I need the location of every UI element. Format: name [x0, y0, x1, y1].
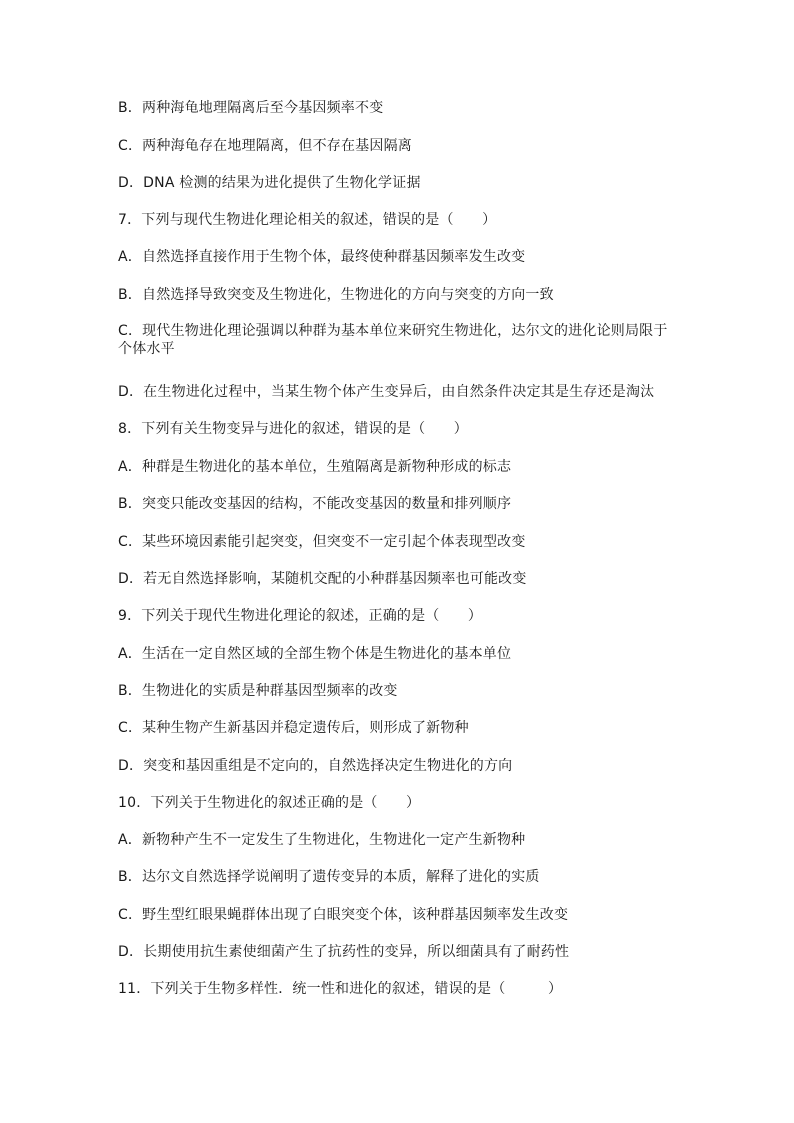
option-a-q10: A．新物种产生不一定发生了生物进化，生物进化一定产生新物种	[118, 832, 526, 848]
option-d-q8: D．若无自然选择影响，某随机交配的小种群基因频率也可能改变	[118, 571, 527, 587]
option-a-q7: A．自然选择直接作用于生物个体，最终使种群基因频率发生改变	[118, 249, 526, 265]
question-8: 8．下列有关生物变异与进化的叙述，错误的是（ ）	[118, 421, 468, 437]
option-d-q7: D．在生物进化过程中，当某生物个体产生变异后，由自然条件决定其是生存还是淘汰	[118, 384, 655, 400]
question-7: 7．下列与现代生物进化理论相关的叙述，错误的是（ ）	[118, 212, 497, 228]
option-b-q8: B．突变只能改变基因的结构，不能改变基因的数量和排列顺序	[118, 496, 512, 512]
question-11: 11．下列关于生物多样性．统一性和进化的叙述，错误的是（ ）	[118, 981, 563, 997]
option-a-q9: A．生活在一定自然区域的全部生物个体是生物进化的基本单位	[118, 646, 512, 662]
question-10: 10．下列关于生物进化的叙述正确的是（ ）	[118, 795, 421, 811]
option-c-q9: C．某种生物产生新基因并稳定遗传后，则形成了新物种	[118, 720, 469, 736]
option-b-q9: B．生物进化的实质是种群基因型频率的改变	[118, 683, 398, 699]
option-c-q7: C．现代生物进化理论强调以种群为基本单位来研究生物进化，达尔文的进化论则局限于个体水平	[118, 323, 668, 357]
option-d-q9: D．突变和基因重组是不定向的，自然选择决定生物进化的方向	[118, 758, 513, 774]
option-c-q6: C．两种海龟存在地理隔离，但不存在基因隔离	[118, 138, 412, 154]
question-9: 9．下列关于现代生物进化理论的叙述，正确的是（ ）	[118, 608, 483, 624]
option-b-q10: B．达尔文自然选择学说阐明了遗传变异的本质，解释了进化的实质	[118, 869, 540, 885]
option-d-q10: D．长期使用抗生素使细菌产生了抗药性的变异，所以细菌具有了耐药性	[118, 944, 570, 960]
option-a-q8: A．种群是生物进化的基本单位，生殖隔离是新物种形成的标志	[118, 459, 512, 475]
option-b-q6: B．两种海龟地理隔离后至今基因频率不变	[118, 100, 384, 116]
option-c-q8: C．某些环境因素能引起突变，但突变不一定引起个体表现型改变	[118, 534, 526, 550]
option-d-q6: D．DNA 检测的结果为进化提供了生物化学证据	[118, 175, 421, 191]
option-c-q10: C．野生型红眼果蝇群体出现了白眼突变个体，该种群基因频率发生改变	[118, 907, 569, 923]
option-b-q7: B．自然选择导致突变及生物进化，生物进化的方向与突变的方向一致	[118, 287, 554, 303]
